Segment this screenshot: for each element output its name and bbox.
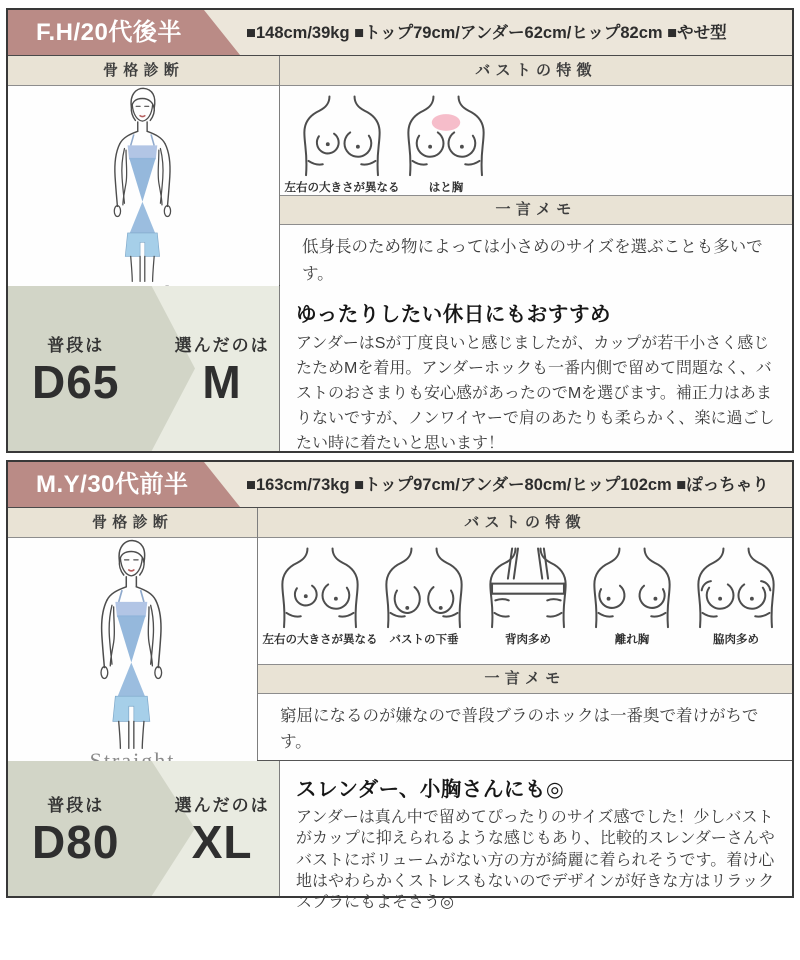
reviewer-header bbox=[8, 10, 792, 56]
bust-feature-item bbox=[284, 92, 400, 195]
size-panel-inner bbox=[8, 286, 279, 451]
usual-size-cell bbox=[8, 791, 144, 866]
bust-column bbox=[258, 508, 792, 760]
bust-feature-label: バストの下垂 bbox=[389, 634, 459, 646]
bust-pigeon-chest-icon bbox=[400, 92, 492, 178]
bust-column-header: バストの特徴 bbox=[258, 508, 792, 538]
bust-column-header: バストの特徴 bbox=[280, 56, 792, 86]
bust-feature-label: 脇肉多め bbox=[713, 634, 759, 646]
review-body: アンダーはSが丁度良いと感じましたが、カップが若干小さく感じたためMを着用。アンダーホックも一番内側で留めて問題なく、バストのおさまりも安心感があったのでMを選びます。補正力はあまりないですが、ノンワイヤーで肩のあたりも柔らかく、楽に過ごしたい時に着たいと思います！ bbox=[296, 335, 775, 452]
chosen-size-caption: 選んだのは bbox=[174, 795, 270, 815]
memo-text: 窮屈になるのが嫌なので普段ブラのホックは一番奥で着けがちです。 bbox=[258, 694, 792, 760]
bust-back-fat-icon bbox=[482, 544, 574, 630]
bust-feature-item bbox=[476, 544, 580, 647]
reviewer-stats: ■148cm/39kg ■トップ79cm/アンダー62cm/ヒップ82cm ■やせ型 bbox=[246, 24, 727, 42]
bust-feature-label: 左右の大きさが異なる bbox=[284, 182, 400, 194]
usual-size-cell bbox=[8, 331, 144, 406]
size-panel-inner bbox=[8, 761, 279, 896]
usual-size-value: D80 bbox=[32, 815, 120, 868]
size-panel bbox=[8, 286, 280, 451]
bust-feature-item bbox=[684, 544, 788, 647]
diagnosis-columns bbox=[8, 56, 792, 285]
diagnosis-columns bbox=[8, 508, 792, 760]
reviewer-stats: ■163cm/73kg ■トップ97cm/アンダー80cm/ヒップ102cm ■ぽっちゃり bbox=[246, 476, 769, 494]
body-figure-icon bbox=[76, 86, 212, 283]
bust-uneven-icon bbox=[274, 544, 366, 630]
usual-size-caption: 普段は bbox=[47, 335, 105, 355]
chosen-size-caption: 選んだのは bbox=[174, 335, 270, 355]
usual-size-value: D65 bbox=[32, 355, 120, 408]
bust-feature-item bbox=[372, 544, 476, 647]
reviewer-block-1 bbox=[6, 8, 794, 453]
size-review-row bbox=[8, 760, 792, 912]
bust-separated-icon bbox=[586, 544, 678, 630]
bust-column bbox=[280, 56, 792, 285]
bust-sagging-icon bbox=[378, 544, 470, 630]
bust-feature-item bbox=[580, 544, 684, 647]
memo-text: 低身長のため物によっては小さめのサイズを選ぶことも多いです。 bbox=[280, 225, 792, 291]
bust-feature-item bbox=[262, 544, 378, 647]
skeleton-column-header: 骨格診断 bbox=[8, 508, 257, 538]
skeleton-column bbox=[8, 56, 280, 285]
skeleton-column bbox=[8, 508, 258, 760]
body-figure-icon bbox=[60, 538, 206, 750]
bust-feature-row bbox=[258, 538, 792, 664]
bust-feature-label: はと胸 bbox=[428, 182, 464, 194]
bust-feature-label: 左右の大きさが異なる bbox=[262, 634, 378, 646]
reviewer-name: F.H/20代後半 bbox=[36, 19, 182, 46]
bust-uneven-icon bbox=[296, 92, 388, 178]
skeleton-figure-area bbox=[8, 538, 257, 778]
chosen-size-value: XL bbox=[191, 815, 253, 868]
usual-size-caption: 普段は bbox=[47, 795, 105, 815]
review-panel bbox=[280, 286, 792, 451]
review-panel bbox=[280, 761, 792, 912]
bust-feature-label: 離れ胸 bbox=[614, 634, 650, 646]
size-review-row bbox=[8, 285, 792, 451]
size-panel bbox=[8, 761, 280, 896]
chosen-size-value: M bbox=[202, 355, 242, 408]
bust-side-fat-icon bbox=[690, 544, 782, 630]
skeleton-column-header: 骨格診断 bbox=[8, 56, 279, 86]
bust-feature-label: 背肉多め bbox=[505, 634, 551, 646]
review-body: アンダーは真ん中で留めてぴったりのサイズ感でした！少しバストがカップに抑えられるような感じもあり、比較的スレンダーさんやバストにボリュームがない方の方が綺麗に着られそうです。着け心地はやわらかくストレスもないのでデザインが好きな方はリラックスブラにもよそさう◎ bbox=[296, 809, 775, 912]
chosen-size-cell bbox=[154, 791, 280, 866]
chosen-size-cell bbox=[154, 331, 280, 406]
review-title: スレンダー、小胸さんにも◎ bbox=[296, 778, 565, 801]
bust-feature-item bbox=[394, 92, 498, 195]
memo-header: 一言メモ bbox=[280, 195, 792, 225]
reviewer-header bbox=[8, 462, 792, 508]
memo-header: 一言メモ bbox=[258, 664, 792, 694]
review-title: ゆったりしたい休日にもおすすめ bbox=[296, 303, 611, 326]
bust-feature-row bbox=[280, 86, 792, 195]
reviewer-block-2 bbox=[6, 460, 794, 912]
reviewer-name: M.Y/30代前半 bbox=[36, 471, 189, 498]
skeleton-figure-area bbox=[8, 86, 279, 311]
